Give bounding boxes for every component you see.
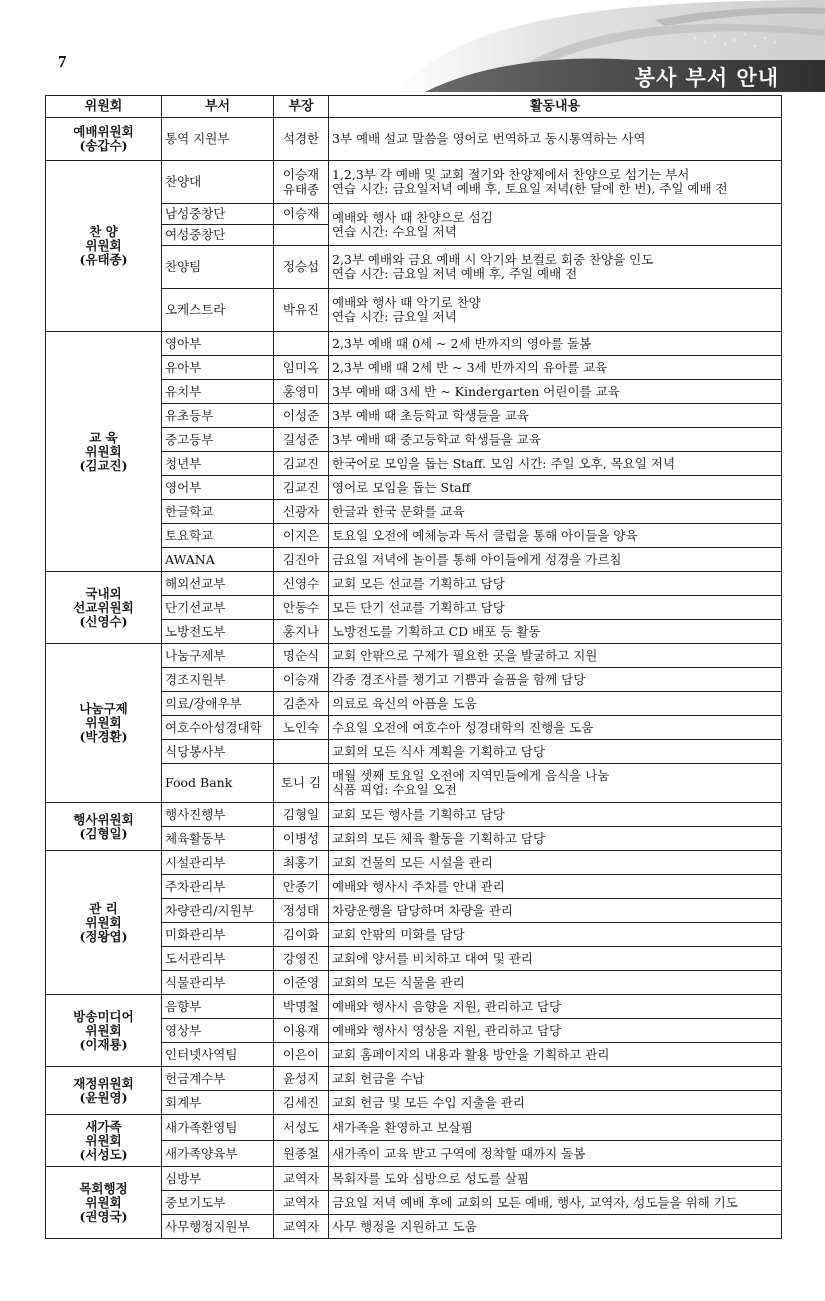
activity-line: 교회 안팎의 미화를 담당 [332,926,465,942]
table-row [46,995,782,1019]
table-row [46,161,782,204]
head-cell: 이병성 [274,827,329,851]
head-cell: 이성준 [274,404,329,428]
activity-cell [329,692,782,716]
head-cell: 이지은 [274,524,329,548]
department-cell: 영아부 [162,332,274,356]
department-cell: 해외선교부 [162,572,274,596]
activity-line: 연습 시간: 금요일 저녁 예배 후, 주일 예배 전 [332,266,578,281]
committee-name [46,995,162,1067]
head-cell: 김형일 [274,803,329,827]
table-body [46,118,782,1239]
activity-line: 매월 셋째 토요일 오전에 지역민들에게 음식을 나눔 [332,768,610,783]
activity-line: 2,3부 예배 때 2세 반 ~ 3세 반까지의 유아를 교육 [332,359,608,375]
activity-cell [329,500,782,524]
activity-line: 교회 모든 선교를 기획하고 담당 [332,575,505,591]
department-cell: 주차관리부 [162,875,274,899]
activity-cell [329,428,782,452]
service-department-table [45,95,782,1239]
head-cell: 명순식 [274,644,329,668]
table-row [46,1167,782,1191]
head-cell: 임미옥 [274,356,329,380]
committee-name-line: 교 육 [89,429,118,445]
activity-line: 예배와 행사시 영상을 지원, 관리하고 담당 [332,1022,562,1038]
committee-name-line: 재정위원회 [73,1075,134,1091]
committee-name-line: 위원회 [85,443,122,459]
table-row [46,1115,782,1141]
department-cell: 토요학교 [162,524,274,548]
department-cell: 유초등부 [162,404,274,428]
activity-line: 새가족을 환영하고 보살핌 [332,1119,473,1135]
activity-line: 3부 예배 설교 말씀을 영어로 번역하고 동시통역하는 사역 [332,131,646,146]
committee-name-line: (유태종) [79,252,128,267]
activity-cell [329,1215,782,1239]
committee-name-line: (윤원영) [79,1089,128,1105]
committee-name-line: 행사위원회 [73,811,134,827]
table-row [46,644,782,668]
head-cell: 안동수 [274,596,329,620]
table-row [46,1067,782,1091]
department-cell: 인터넷사역팀 [162,1043,274,1067]
activity-line: 예배와 행사시 주차를 안내 관리 [332,878,505,894]
activity-cell [329,380,782,404]
head-cell: 길성준 [274,428,329,452]
activity-cell [329,1167,782,1191]
activity-cell [329,620,782,644]
department-cell: 차량관리/지원부 [162,899,274,923]
activity-line: 연습 시간: 금요일 저녁 [332,309,457,324]
department-cell: 찬양대 [162,161,274,204]
activity-cell [329,548,782,572]
committee-name [46,161,162,332]
activity-cell [329,803,782,827]
department-cell: 한글학교 [162,500,274,524]
committee-name-line: (김교진) [79,457,128,473]
activity-line: 각종 경조사를 챙기고 기쁨과 슬픔을 함께 담당 [332,671,586,687]
activity-cell [329,572,782,596]
activity-cell [329,118,782,161]
department-cell: 유치부 [162,380,274,404]
head-cell: 토니 김 [274,764,329,803]
head-cell: 김이화 [274,923,329,947]
activity-line: 목회자를 도와 심방으로 성도를 살핌 [332,1170,530,1186]
committee-name-line: 국내외 [85,585,122,601]
activity-cell [329,851,782,875]
head-cell: 원종철 [274,1141,329,1167]
head-cell: 박명철 [274,995,329,1019]
activity-line: 한글과 한국 문화를 교육 [332,503,465,519]
activity-line: 교회 헌금 및 모든 수입 지출을 관리 [332,1094,525,1110]
department-cell: 중보기도부 [162,1191,274,1215]
head-cell: 김진아 [274,548,329,572]
head-cell: 최홍기 [274,851,329,875]
activity-line: 식품 픽업: 수요일 오전 [332,782,457,797]
head-cell: 교역자 [274,1215,329,1239]
committee-name [46,1115,162,1167]
committee-name-line: 선교위원회 [73,599,134,615]
committee-name-line: 방송미디어 [73,1008,134,1024]
committee-name-line: 새가족 [85,1118,122,1134]
activity-line: 연습 시간: 금요일저녁 예배 후, 토요일 저녁(한 달에 한 번), 주일 예배 전 [332,181,728,196]
committee-name-line: (신영수) [79,613,128,629]
activity-cell [329,1043,782,1067]
head-cell: 김교진 [274,452,329,476]
committee-name [46,851,162,995]
department-cell: 식물관리부 [162,971,274,995]
activity-cell [329,596,782,620]
header-head: 부장 [274,96,329,118]
activity-cell [329,524,782,548]
activity-line: 교회의 모든 체육 활동을 기획하고 담당 [332,830,546,846]
activity-line: 교회 헌금을 수납 [332,1070,425,1086]
committee-name [46,1067,162,1115]
activity-cell [329,1091,782,1115]
head-cell: 이승재 [274,668,329,692]
table-header-row [46,96,782,118]
activity-line: 1,2,3부 각 예배 및 교회 절기와 찬양제에서 찬양으로 섬기는 부서 [332,167,690,182]
activity-line: 예배와 행사 때 악기로 찬양 [332,295,481,310]
head-cell: 안종기 [274,875,329,899]
head-cell: 김세진 [274,1091,329,1115]
activity-cell [329,476,782,500]
department-cell: 남성중창단 [162,204,274,225]
activity-cell [329,1115,782,1141]
activity-cell [329,161,782,204]
committee-name [46,118,162,161]
header-department: 부서 [162,96,274,118]
committee-name-line: 위원회 [85,1022,122,1038]
department-cell: 새가족양육부 [162,1141,274,1167]
activity-cell [329,1141,782,1167]
activity-cell [329,404,782,428]
committee-name-line: (권영국) [79,1208,128,1224]
committee-name-line: (이재룡) [79,1036,128,1052]
activity-line: 교회에 양서를 비치하고 대여 및 관리 [332,950,533,966]
department-cell: 청년부 [162,452,274,476]
activity-line: 토요일 오전에 예체능과 독서 클럽을 통해 아이들을 양육 [332,527,638,543]
head-cell: 서성도 [274,1115,329,1141]
committee-name-line: 위원회 [85,1132,122,1148]
committee-name [46,803,162,851]
activity-line: 영어로 모임을 돕는 Staff [332,479,471,495]
committee-name [46,1167,162,1239]
activity-line: 3부 예배 때 중고등학교 학생들을 교육 [332,431,541,447]
activity-cell [329,668,782,692]
committee-name-line: 위원회 [85,715,122,730]
activity-line: 예배와 행사 때 찬양으로 섬김 [332,209,493,225]
committee-name [46,332,162,572]
committee-name-line: (송갑수) [79,138,128,153]
activity-cell [329,1067,782,1091]
head-cell: 이승재 유태종 [274,161,329,204]
department-cell: 의료/장애우부 [162,692,274,716]
department-cell: 체육활동부 [162,827,274,851]
head-cell: 윤성지 [274,1067,329,1091]
activity-line: 의료로 육신의 아픔을 도움 [332,695,477,711]
activity-line: 교회의 모든 식사 계획을 기획하고 담당 [332,743,546,759]
activity-line: 모든 단기 선교를 기획하고 담당 [332,599,505,615]
activity-cell [329,827,782,851]
department-cell: 오케스트라 [162,289,274,332]
department-cell: 여호수아성경대학 [162,716,274,740]
committee-name-line: (서성도) [79,1146,128,1162]
page-number: 7 [58,52,67,71]
department-cell: 영상부 [162,1019,274,1043]
department-cell: Food Bank [162,764,274,803]
head-cell: 홍지나 [274,620,329,644]
committee-name-line: (정왕엽) [79,928,128,944]
department-cell: 나눔구제부 [162,644,274,668]
activity-cell [329,356,782,380]
department-cell: 심방부 [162,1167,274,1191]
head-cell: 이준영 [274,971,329,995]
activity-cell [329,923,782,947]
committee-name-line: 찬 양 [89,224,118,239]
department-cell: 미화관리부 [162,923,274,947]
activity-line: 새가족이 교육 받고 구역에 정착할 때까지 돌봄 [332,1145,586,1161]
activity-line: 교회 안팎으로 구제가 필요한 곳을 발굴하고 지원 [332,647,598,663]
activity-line: 교회 모든 행사를 기획하고 담당 [332,806,505,822]
committee-name-line: (김형일) [79,825,128,841]
activity-cell [329,332,782,356]
department-cell: 통역 지원부 [162,118,274,161]
department-cell: 중고등부 [162,428,274,452]
activity-cell [329,1191,782,1215]
activity-line: 2,3부 예배와 금요 예배 시 악기와 보컬로 회중 찬양을 인도 [332,252,654,267]
head-cell: 이은이 [274,1043,329,1067]
table-row [46,851,782,875]
head-cell [274,225,329,246]
activity-line: 연습 시간: 수요일 저녁 [332,223,457,239]
activity-line: 차량운행을 담당하며 차량을 관리 [332,902,513,918]
activity-cell [329,995,782,1019]
department-cell: 음향부 [162,995,274,1019]
head-cell: 신광자 [274,500,329,524]
activity-cell [329,971,782,995]
activity-line: 수요일 오전에 여호수아 성경대학의 진행을 도움 [332,719,594,735]
page-title: 봉사 부서 안내 [634,66,779,90]
activity-line: 사무 행정을 지원하고 도움 [332,1218,477,1234]
department-cell: 유아부 [162,356,274,380]
activity-cell [329,899,782,923]
activity-line: 노방전도를 기획하고 CD 배포 등 활동 [332,623,541,639]
head-cell: 노인숙 [274,716,329,740]
activity-line: 금요일 저녁 예배 후에 교회의 모든 예배, 행사, 교역자, 성도들을 위해 기도 [332,1194,738,1210]
head-cell: 석경한 [274,118,329,161]
activity-cell [329,204,782,246]
department-cell: 도서관리부 [162,947,274,971]
head-cell: 박유진 [274,289,329,332]
committee-name-line: (박경환) [79,729,128,744]
activity-cell [329,716,782,740]
head-cell: 이승재 [274,204,329,225]
committee-name-line: 위원회 [85,914,122,930]
head-cell: 신영수 [274,572,329,596]
activity-line: 교회의 모든 식물을 관리 [332,974,465,990]
department-cell: 노방전도부 [162,620,274,644]
header-activity: 활동내용 [329,96,782,118]
activity-cell [329,644,782,668]
department-cell: 사무행정지원부 [162,1215,274,1239]
committee-name [46,644,162,803]
head-cell: 김춘자 [274,692,329,716]
head-cell: 교역자 [274,1191,329,1215]
activity-cell [329,246,782,289]
committee-name-line: 목회행정 [79,1180,128,1196]
committee-name-line: 나눔구제 [79,701,128,716]
department-cell: 시설관리부 [162,851,274,875]
table-row [46,803,782,827]
department-cell: 단기선교부 [162,596,274,620]
activity-cell [329,289,782,332]
head-cell [274,740,329,764]
department-cell: 영어부 [162,476,274,500]
activity-line: 교회 홈페이지의 내용과 활용 방안을 기획하고 관리 [332,1046,610,1062]
department-cell: 헌금계수부 [162,1067,274,1091]
head-cell: 교역자 [274,1167,329,1191]
activity-line: 금요일 저녁에 놀이를 통해 아이들에게 성경을 가르침 [332,551,622,567]
committee-name-line: 관 리 [89,900,118,916]
head-cell: 정성태 [274,899,329,923]
activity-line: 한국어로 모임을 돕는 Staff. 모임 시간: 주일 오후, 목요일 저녁 [332,455,676,471]
department-cell: AWANA [162,548,274,572]
head-cell: 김교진 [274,476,329,500]
head-cell: 정승섭 [274,246,329,289]
department-cell: 식당봉사부 [162,740,274,764]
head-cell [274,332,329,356]
department-cell: 회계부 [162,1091,274,1115]
activity-cell [329,452,782,476]
committee-name-line: 위원회 [85,1194,122,1210]
activity-cell [329,875,782,899]
head-cell: 홍영미 [274,380,329,404]
activity-cell [329,740,782,764]
activity-line: 교회 건물의 모든 시설을 관리 [332,854,493,870]
table-row [46,118,782,161]
committee-name-line: 예배위원회 [73,124,134,139]
activity-cell [329,947,782,971]
activity-cell [329,1019,782,1043]
table-row [46,332,782,356]
head-cell: 이용재 [274,1019,329,1043]
department-cell: 경조지원부 [162,668,274,692]
department-cell: 찬양팀 [162,246,274,289]
committee-name [46,572,162,644]
table-row [46,572,782,596]
activity-line: 3부 예배 때 3세 반 ~ Kindergarten 어린이를 교육 [332,383,620,399]
header-committee: 위원회 [46,96,162,118]
activity-cell [329,764,782,803]
committee-name-line: 위원회 [85,238,122,253]
activity-line: 3부 예배 때 초등학교 학생들을 교육 [332,407,529,423]
department-cell: 새가족환영팀 [162,1115,274,1141]
department-cell: 여성중창단 [162,225,274,246]
head-cell: 강영진 [274,947,329,971]
activity-line: 2,3부 예배 때 0세 ~ 2세 반까지의 영아를 돌봄 [332,335,592,351]
department-cell: 행사진행부 [162,803,274,827]
activity-line: 예배와 행사시 음향을 지원, 관리하고 담당 [332,998,562,1014]
